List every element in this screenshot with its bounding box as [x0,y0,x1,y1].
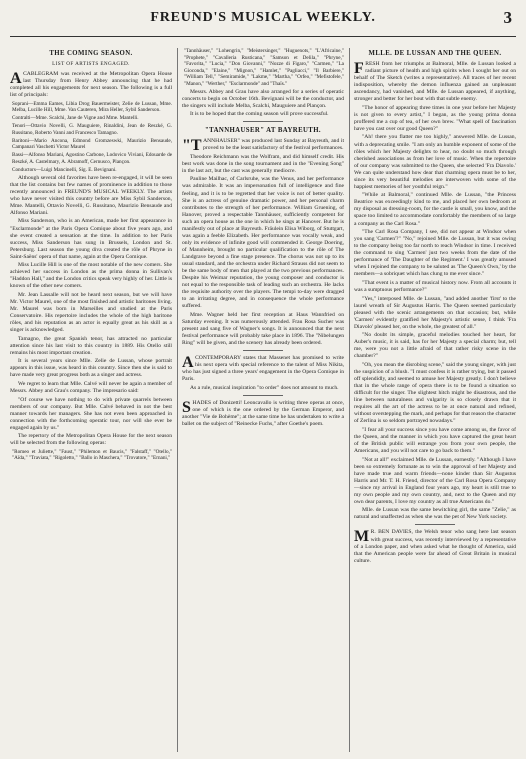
paragraph: Baritoni—Mario Ancona, Edmond Gromzeswki, Maurizio Bensaude, Campanari Vaschetti Victor Maurel [12,137,172,151]
drop-cap: A [182,354,194,372]
section-rule [243,350,283,351]
column-divider [349,48,350,752]
column-right [354,48,516,752]
article-subheading: LIST OF ARTISTS ENGAGED. [52,61,130,67]
section-rule [243,121,283,122]
paragraph: We regret to learn that Mlle. Calvé will never be again a member of Messrs. Abbey and Grau's company. The impresario said: [10,381,172,395]
paragraph: As a rule, musical inspiration "to order" does not amount to much. [190,384,339,391]
section-rule [415,524,455,525]
paragraph: Mme. Wagner held her first reception at Haus Wannfried on Saturday evening. It was numerously attended. Frau Rosa Sucher was present and sang five of Wagner's songs. It is announced that the next festival performance will probably take place in 1896. The "Nibelungen Ring" will be given, and the scenery has already been ordered. [182,311,344,346]
header-rule [10,36,516,37]
paragraph: Soprani—Emma Eames, Libia Drog Bauermeister, Zelie de Lussan, Mme. Melba, Lucille Hill, Mme. Van Cauteren, Mira Heller, Sybil Sanderson. [12,100,172,114]
paragraph: Tenori—Ottavio Novelli, G. Mauguiere, Rinaldini, Jean de Reszké, G. Russitano, Roberto Vanni and Francesco Tamagno. [12,123,172,136]
paragraph: It is several years since Mlle. Zelie de Lussan, whose portrait appears in this issue, was heard in this country. Since then she is said to have made very great progress both as a singer and actress. [10,358,172,379]
page-header [0,0,526,44]
masthead-title: FREUND'S MUSICAL WEEKLY. [150,10,376,25]
column-middle [182,48,344,752]
paragraph: Messrs. Abbey and Grau have also arranged for a series of operatic concerts to begin on October 16th. Bevignani will be the conductor, and the singers will include Melba, Scalchi, Mauguiere and Plançon. [182,88,344,109]
drop-cap: "T [182,137,202,155]
paragraph: Conductors—Luigi Mancinelli, Sig. E. Bevignani. [12,166,117,173]
paragraph: "I fear all your success since you have come among us, the favor of the Queen, and the manner in which you have captured the great heart of the British public will estrange you from your own people, the Americans, and you will not care to go back to them." [354,426,516,454]
paragraph: "Oh, you mean the disrobing scene," said the young singer, with just the suspicion of a blush. "I must confess it is rather trying, but it passed off splendidly, and seemed to amuse her Majesty greatly. I don't believe that in the whole range of opera there is to be found a situation so difficult for the singer. The slightest hitch might be disastrous, and the line between naturalness and vulgarity is so closely drawn that it requires all the art of the actress to be at once natural and refined, without overstepping the mark, and perhaps for that reason the character of Zerlina is so seldom portrayed nowadays." [354,361,516,425]
paragraph: Pauline Mailhac, of Carlsruhe, was the Venus, and her performance was admirable. It was an impersonation full of intelligence and fine feeling, and it is to be regretted that her voice is not of better quality. She is an actress of genuine dramatic power, and her personal charm contributes to the strength of her performance. William Gruening, of Hanover, proved a respectable Tannhäuser, sufficiently competent for such an opera house as the one in which he sings at Hanover. But he is manifestly out of place at Bayreuth. Fräulein Elisa Wiborg, of Stuttgart, was again a feeble Elizabeth. Her performance was vocally weak, and only its evidence of infinite good will commended it. George Doering, of Mannheim, brought no particular qualification to the rôle of The Landgrave beyond a fine stage presence. The chorus was not up to its usual standard, and the orchestra under Richard Strauss did not seem to be the same body of men that played at the two previous performances. Despite his Weimar reputation, the young composer and conductor is not equal to the responsible task of leading such an orchestra. He lacks the requisite authority over the players. The tempi to-day were dragged to an irritating degree, and in consequence the whole performance suffered. [182,176,344,310]
paragraph: "The honor of appearing three times in one year before her Majesty is not given to every artist," I began, as the young prima donna proffered me a cup of tea, of her own brew. "What spell of fascination have you cast over our good Queen?" [354,104,516,132]
paragraph: "That event is a matter of musical history now. From all accounts it was a sumptuous performance?" [354,279,516,293]
article-heading: "TANNHAUSER" AT BAYREUTH. [204,127,322,135]
paragraph: "While at Balmoral," continued Mlle. de Lussan, "the Princess Beatrice was exceedingly kind to me, and placed her own bedroom at my disposal as dressing-room, for the castle is small, you know, and the space too limited to accommodate comfortably the members of so large a company as the Carl Rosa." [354,192,516,227]
paragraph: "TANNHAUSER" was produced last Sunday at Bayreuth, and it proved to be the least satisfactory of the festival performances. [182,137,344,155]
page-number: 3 [503,8,512,27]
paragraph: Although several old favorites have been re-engaged, it will be seen that the list contains but few names of prominence in addition to those recently announced in FREUND'S MUSICAL WEEKLY. The artists who have never visited this country before are Miss Sybil Sanderson, Mme. Mantelli, Ottavio Novelli, G. Russitano, Maurizio Bensaude and Alfonso Mariani. [10,174,172,216]
paragraph: The repertory of the Metropolitan Opera House for the next season will be selected from the following operas: [10,433,172,447]
paragraph: FRESH from her triumphs at Balmoral, Mlle. de Lussan looked a radiant picture of health and high spirits when I sought her out on behalf of The Sketch (writes a representative). All traces of her recent indisposition, whereby the demon influenza gained an unpleasant ascendancy, had vanished, and Mlle. de Lussan appeared, if anything, stronger and better for her bout with that subtle enemy. [354,60,516,103]
paragraph: It is to be hoped that the coming season will prove successful. [190,111,329,118]
paragraph: Theodore Reichmann was the Wolfram, and did himself credit. His best work was done in the song tournament and in the "Evening Song" in the last act, but the cast was generally mediocre. [182,153,344,174]
paragraph: Tamagno, the great Spanish tenor, has attracted no particular attention since his last visit to this country in 1889. His Otello still remains his most important creation. [10,335,172,356]
paragraph: "Tannhäuser," "Lohengrin," "Meistersinger," "Huguenots," "L'Africaine," "Prophete," "Cavalleria Rusticana," "Samson et Delila," "Phryne," "Favorita," "Lucia," "Don Giovanni," "Nozze di Figaro," "Carmen," "La Gioconda," "Elaine," "Mignon," "Hamlet," "Pagliacci," "Il Barbiere," "William Tell," "Semiramide," "Lakme," "Martha," "Orfeo," "Mefistofele," "Manon," "Werther," "Esclarmonde" and "Thaïs." [184,48,344,87]
paragraph: "No doubt its simple, graceful melodies touched her heart, for Auber's music, it is said, has for her Majesty a special charm; but, tell me, were you not a little afraid of that rather risky scene in the chamber?" [354,332,516,360]
paragraph: M R. BEN DAVIES, the Welsh tenor who sang here last season with great success, was recently interviewed by a representative of a London paper, and when asked what he thought of America, said that the American people were far ahead of Great Britain in musical culture. [354,528,516,564]
paragraph: Mlle. de Lussan was the same bewitching girl, the same "Zelie," as natural and unaffected as when she was the pet of New York society. [354,507,516,521]
column-divider [177,48,178,752]
drop-cap: M [354,528,370,546]
paragraph: Contralti—Mme. Scalchi, Jane de Vigne and Mme. Mantelli. [12,115,139,122]
article-heading: THE COMING SEASON. [49,50,133,57]
paragraph: ACABLEGRAM was received at the Metropolitan Opera House last Thursday from Henry Abbey announcing that he had completed all his engagements for next season. The following is a full list of principals: [10,70,172,99]
paragraph: "Of course we have nothing to do with private quarrels between members of our company. But Mlle. Calvé behaved in not the best manner towards her managers. She has not even been approached in connection with the forthcoming operatic tour, nor will she ever be engaged again by us." [10,396,172,431]
paragraph: Miss Lucille Hill is one of the most notable of the new comers. She achieved her success in London as the prima donna in Sullivan's "Haddon Hall," and the London critics speak very highly of her. Little is known of the other new comers. [10,262,172,290]
paragraph: "Not at all!" exclaimed Mlle. de Lussan, earnestly. "Although I have been so extremely fortunate as to win the approval of her Majesty and have made true and warm friends—none kinder than Sir Augustus Harris and Mr. T. H. Friend, director of the Carl Rosa Opera Company—since my arrival in England four years ago, my heart is still true to my own people and my own country, and, next to the Queen and my own dear parents, I love my country as all true Americans do." [354,456,516,505]
paragraph: ACONTEMPORARY states that Massenet has promised to write his next opera with special reference to the talent of Miss Nikita, who has just signed a three years' engagement in the Opera Comique in Paris. [182,354,344,383]
drop-cap: S [182,398,191,416]
article-heading: MLLE. DE LUSSAN AND THE QUEEN. [368,50,502,57]
paragraph: SHADES of Donizetti! Leoncavallo is writing three operas at once, one of which is the one ordered by the German Emperor, and another "Vie de Bohème"; at the same time he has undertaken to write a ballet on the subject of "Reinecke Fuchs," after Goethe's poem. [182,398,344,427]
column-left [10,48,172,752]
drop-cap: F [354,60,364,77]
paragraph: Miss Sanderson, who is an American, made her first appearance in "Esclarmonde" at the Paris Opera Comique about five years ago, and she event created a sensation at the time. In addition to her Paris success, Miss Sanderson has sung in Brussels, London and St. Petersburg. Last season the young diva created the rôle of Phryne in Saint-Saëns' opera of that name, again at the Opera Comique. [10,218,172,260]
section-rule [243,395,283,396]
paragraph: Bassi—Alfonso Mariani, Agostino Carbone, Lodovico Viviani, Edouarde de Reszké, A. Castelmary, A. Abramoff, Cernusco, Plançon. [12,152,172,165]
paragraph: "Ah! there you flatter me too highly," answered Mlle. de Lussan, with a deprecating smile. "I am only an humble exponent of some of the rôles which her Majesty delights to hear, no doubt so much through cherished associations as from her love of music. When the repertoire of our company was submitted to the Queen, she selected 'Fra Diavolo.' We can quite understand how dear that charming opera must be to her, since its very beautiful melodies are interwoven with some of the happiest memories of her youthful reign." [354,134,516,190]
paragraph: "The Carl Rosa Company, I see, did not appear at Windsor when you sang 'Carmen'?" "No," rejoined Mlle. de Lussan, but it was owing to the company being too far north to reach Windsor in time. I received the command to sing 'Carmen' just two weeks from the date of the performance of 'The Daughter of the Regiment.' I was greatly amused when I rejoined the company to be saluted as 'The Queen's Own,' by the members—a sobriquet which has clung to me ever since." [354,229,516,278]
paragraph: "Romeo et Juliette," "Faust," "Philemon et Baucis," "Falstaff," "Otello," "Aïda," "Traviata," "Rigoletto," "Ballo in Maschera," "Trovatore," "Ernani," [12,448,172,462]
paragraph: "Yes," interposed Mlle. de Lussan, "and added another 'first' to the laurel wreath of Sir Augustus Harris. The Queen seemed particularly pleased with the scenic arrangements on that occasion; but, while 'Carmen' evidently gratified her Majesty's artistic sense, I think 'Fra Diavolo' pleased her, on the whole, the greatest of all." [354,295,516,330]
drop-cap: A [10,70,22,87]
paragraph: Mr. Jean Lassalle will not be heard next season, but we will have Mr. Victor Maurel, one of the most finished and artistic baritones living. Mr. Maurel was born in Marseilles and studied at the Paris Conservatoire. His repertoire includes the whole of the high baritone rôles, and his reputation as an actor is equally great as his skill as a singer is acknowledged. [10,291,172,334]
